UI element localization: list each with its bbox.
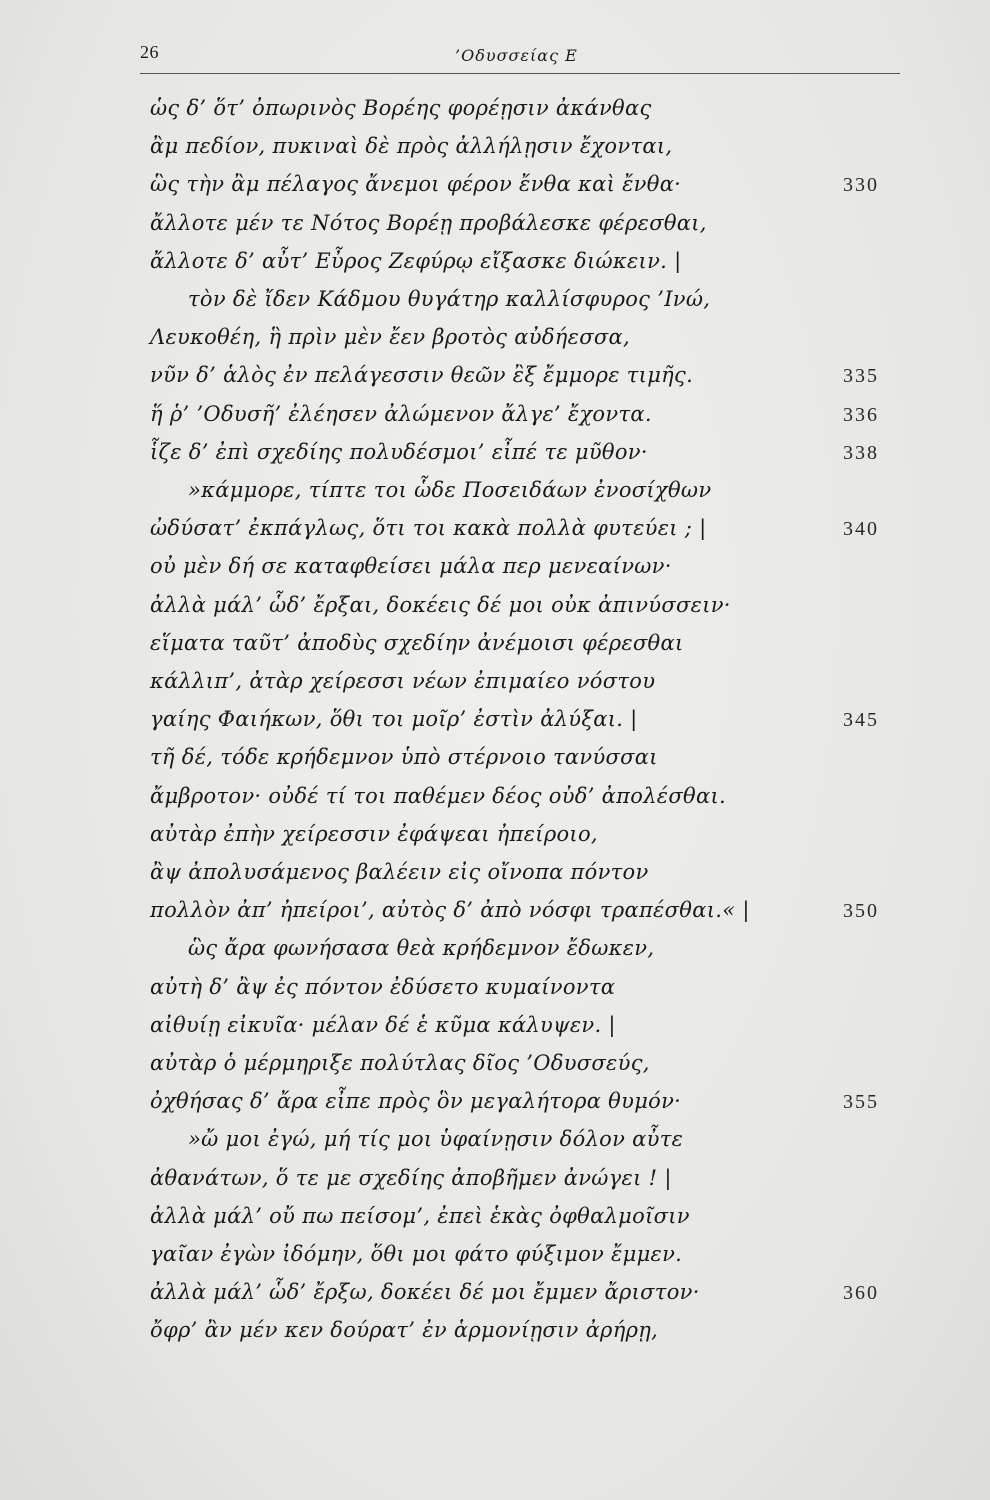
verse-text: οὐ μὲν δή σε καταφθείσει μάλα περ μενεαίνων· xyxy=(150,554,672,578)
line-number: 350 xyxy=(843,900,879,922)
verse-line xyxy=(0,1051,990,1085)
verse-line xyxy=(0,440,990,474)
verse-line xyxy=(0,1280,990,1314)
verse-text: ἀλλὰ μάλ’ ὧδ’ ἔρξω, δοκέει δέ μοι ἔμμεν ἄριστον· xyxy=(150,1280,700,1304)
verse-text: ὡς δ’ ὅτ’ ὀπωρινὸς Βορέης φορέῃσιν ἀκάνθας xyxy=(150,96,652,120)
verse-text: ἀθανάτων, ὅ τε με σχεδίης ἀποβῆμεν ἀνώγει ! | xyxy=(150,1166,672,1190)
verse-text: ἂψ ἀπολυσάμενος βαλέειν εἰς οἴνοπα πόντον xyxy=(150,860,649,884)
verse-line xyxy=(0,822,990,856)
verse-text: αὐτὴ δ’ ἂψ ἐς πόντον ἐδύσετο κυμαίνοντα xyxy=(150,975,616,999)
verse-text: ἄμβροτον· οὐδέ τί τοι παθέμεν δέος οὐδ’ ἀπολέσθαι. xyxy=(150,784,726,808)
line-number: 355 xyxy=(843,1091,879,1113)
verse-line xyxy=(0,325,990,359)
verse-text: ὀχθήσας δ’ ἄρα εἶπε πρὸς ὃν μεγαλήτορα θυμόν· xyxy=(150,1089,682,1113)
verse-line xyxy=(0,860,990,894)
verse-text: γαῖαν ἐγὼν ἰδόμην, ὅθι μοι φάτο φύξιμον ἔμμεν. xyxy=(150,1242,683,1266)
verse-text: ἀλλὰ μάλ’ οὔ πω πείσομ’, ἐπεὶ ἑκὰς ὀφθαλμοῖσιν xyxy=(150,1204,690,1228)
verse-line xyxy=(0,478,990,512)
verse-text: νῦν δ’ ἁλὸς ἐν πελάγεσσιν θεῶν ἒξ ἔμμορε τιμῆς. xyxy=(150,363,694,387)
verse-line xyxy=(0,402,990,436)
verse-text: γαίης Φαιήκων, ὅθι τοι μοῖρ’ ἐστὶν ἀλύξαι. | xyxy=(150,707,638,731)
verse-line xyxy=(0,1166,990,1200)
verse-text: »ὤ μοι ἐγώ, μή τίς μοι ὑφαίνῃσιν δόλον αὖτε xyxy=(188,1127,684,1151)
line-number: 340 xyxy=(843,518,879,540)
verse-text: πολλὸν ἀπ’ ἠπείροι’, αὐτὸς δ’ ἀπὸ νόσφι τραπέσθαι.« | xyxy=(150,898,750,922)
verse-line xyxy=(0,96,990,130)
verse-line xyxy=(0,593,990,627)
verse-line xyxy=(0,516,990,550)
verse-line xyxy=(0,211,990,245)
verse-text: ὠδύσατ’ ἐκπάγλως, ὅτι τοι κακὰ πολλὰ φυτεύει ; | xyxy=(150,516,707,540)
verse-text: αὐτὰρ ὁ μέρμηριξε πολύτλας δῖος ’Οδυσσεύς, xyxy=(150,1051,650,1075)
verse-line xyxy=(0,1127,990,1161)
verse-line xyxy=(0,363,990,397)
verse-line xyxy=(0,1204,990,1238)
verse-line xyxy=(0,631,990,665)
verse-line xyxy=(0,172,990,206)
verse-line xyxy=(0,249,990,283)
verse-text: ἥ ῥ’ ’Οδυσῆ’ ἐλέησεν ἀλώμενον ἄλγε’ ἔχοντα. xyxy=(150,402,652,426)
verse-line xyxy=(0,287,990,321)
verse-text: εἵματα ταῦτ’ ἀποδὺς σχεδίην ἀνέμοισι φέρεσθαι xyxy=(150,631,684,655)
page-header xyxy=(140,40,900,70)
verse-line xyxy=(0,898,990,932)
header-rule xyxy=(140,73,900,74)
verse-text: αἰθυίῃ εἰκυῖα· μέλαν δέ ἑ κῦμα κάλυψεν. | xyxy=(150,1013,616,1037)
verse-line xyxy=(0,1013,990,1047)
verse-text: ἷζε δ’ ἐπὶ σχεδίης πολυδέσμοι’ εἶπέ τε μῦθον· xyxy=(150,440,648,464)
verse-text: Λευκοθέη, ἣ πρὶν μὲν ἔεν βροτὸς αὐδήεσσα, xyxy=(150,325,630,349)
verse-text: ἀλλὰ μάλ’ ὧδ’ ἔρξαι, δοκέεις δέ μοι οὐκ ἀπινύσσειν· xyxy=(150,593,731,617)
line-number: 345 xyxy=(843,709,879,731)
verse-text: »κάμμορε, τίπτε τοι ὧδε Ποσειδάων ἐνοσίχθων xyxy=(188,478,712,502)
verse-text: ἄλλοτε δ’ αὖτ’ Εὖρος Ζεφύρῳ εἴξασκε διώκειν. | xyxy=(150,249,682,273)
line-number: 336 xyxy=(843,404,879,426)
verse-line xyxy=(0,975,990,1009)
verse-text: ἂμ πεδίον, πυκιναὶ δὲ πρὸς ἀλλήλῃσιν ἔχονται, xyxy=(150,134,673,158)
verse-text: ὣς ἄρα φωνήσασα θεὰ κρήδεμνον ἔδωκεν, xyxy=(188,936,655,960)
line-number: 335 xyxy=(843,365,879,387)
verse-line xyxy=(0,707,990,741)
line-number: 338 xyxy=(843,442,879,464)
verse-text: τῆ δέ, τόδε κρήδεμνον ὑπὸ στέρνοιο τανύσσαι xyxy=(150,745,658,769)
verse-line xyxy=(0,1089,990,1123)
line-number: 360 xyxy=(843,1282,879,1304)
verse-line xyxy=(0,554,990,588)
verse-text: ὣς τὴν ἂμ πέλαγος ἄνεμοι φέρον ἔνθα καὶ ἔνθα· xyxy=(150,172,682,196)
line-number: 330 xyxy=(843,174,879,196)
verse-line xyxy=(0,1242,990,1276)
verse-text: αὐτὰρ ἐπὴν χείρεσσιν ἐφάψεαι ἠπείροιο, xyxy=(150,822,598,846)
verse-line xyxy=(0,1318,990,1352)
verse-text: τὸν δὲ ἴδεν Κάδμου θυγάτηρ καλλίσφυρος ’Ινώ, xyxy=(188,287,711,311)
verse-line xyxy=(0,669,990,703)
running-title: ’Οδυσσείας Ε xyxy=(455,46,578,65)
verse-line xyxy=(0,784,990,818)
verse-text: ἄλλοτε μέν τε Νότος Βορέῃ προβάλεσκε φέρεσθαι, xyxy=(150,211,707,235)
verse-line xyxy=(0,745,990,779)
verse-text: κάλλιπ’, ἀτὰρ χείρεσσι νέων ἐπιμαίεο νόστου xyxy=(150,669,656,693)
verse-text: ὄφρ’ ἂν μέν κεν δούρατ’ ἐν ἁρμονίῃσιν ἀρήρῃ, xyxy=(150,1318,659,1342)
page-number: 26 xyxy=(140,42,159,62)
verse-line xyxy=(0,936,990,970)
verse-line xyxy=(0,134,990,168)
